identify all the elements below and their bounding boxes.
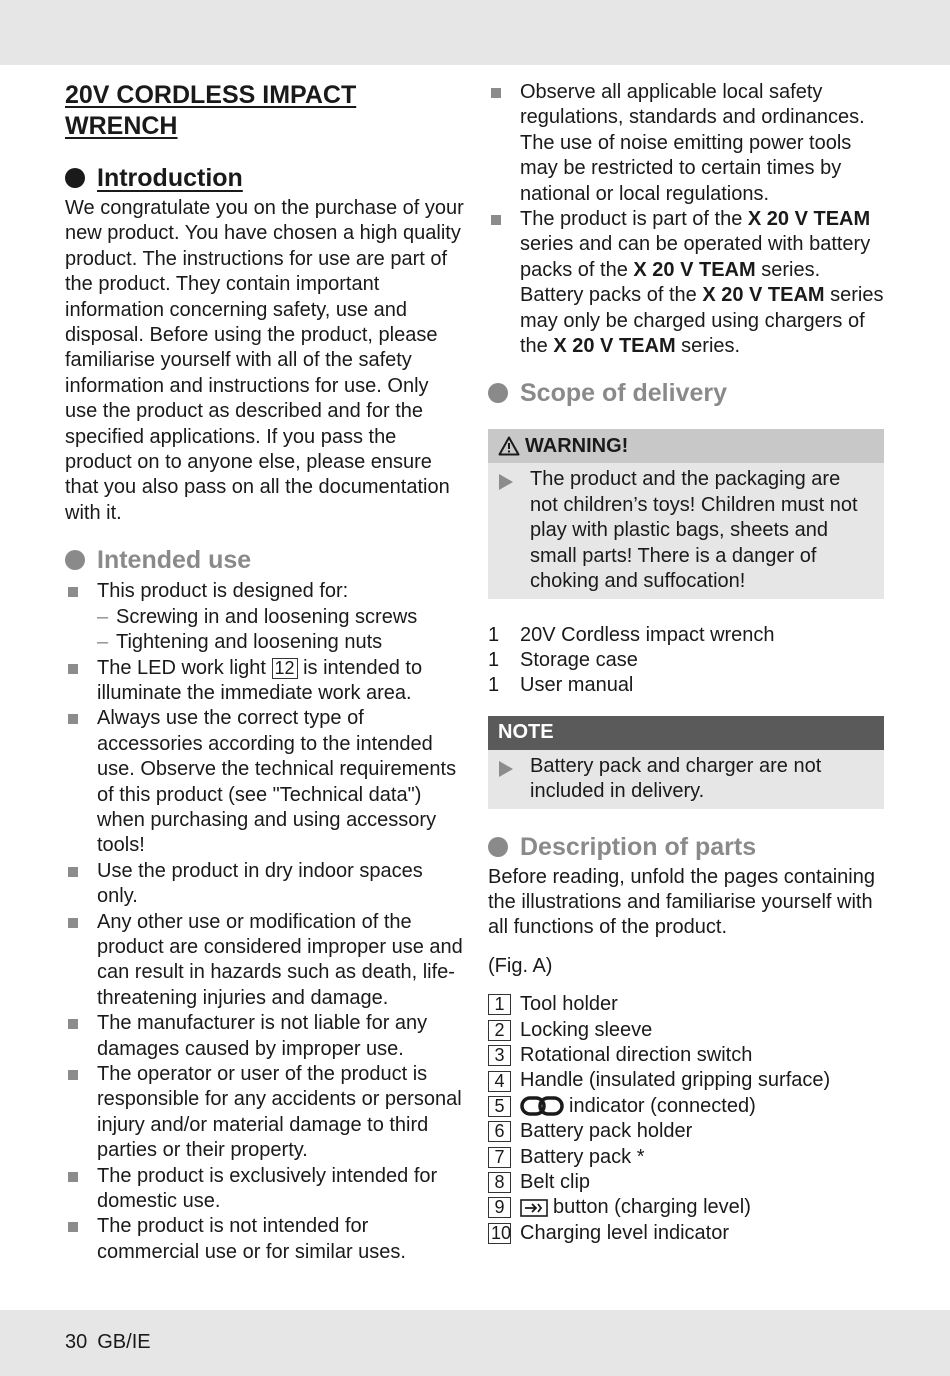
introduction-heading bbox=[65, 162, 465, 194]
note-label: NOTE bbox=[498, 721, 554, 744]
charging-button-icon bbox=[520, 1198, 548, 1218]
intended-use-heading-text: Intended use bbox=[97, 546, 252, 575]
safety-list bbox=[488, 80, 888, 359]
list-item: The product is not intended for commercial use or for similar uses. bbox=[65, 1214, 465, 1265]
page-footer bbox=[65, 1331, 161, 1354]
part-number-badge: 2 bbox=[488, 1020, 511, 1041]
list-item: 6 Battery pack holder bbox=[488, 1119, 888, 1144]
list-item-text: This product is designed for: bbox=[97, 580, 349, 603]
square-bullet-icon bbox=[491, 88, 501, 98]
region-label: GB/IE bbox=[97, 1331, 151, 1353]
right-column bbox=[488, 80, 888, 1246]
bullet-dot-icon bbox=[488, 837, 508, 857]
part-number-badge: 7 bbox=[488, 1147, 511, 1168]
square-bullet-icon bbox=[68, 1172, 78, 1182]
list-item: Any other use or modification of the product are considered improper use and can result in hazards such as death, life-threatening injuries and damage. bbox=[65, 910, 465, 1012]
bullet-dot-icon bbox=[65, 550, 85, 570]
square-bullet-icon bbox=[68, 867, 78, 877]
list-item: 4 Handle (insulated gripping surface) bbox=[488, 1068, 888, 1093]
left-column bbox=[65, 80, 465, 1265]
parts-heading-text: Description of parts bbox=[520, 832, 757, 861]
brand-name: X 20 V TEAM bbox=[702, 284, 825, 307]
square-bullet-icon bbox=[68, 1019, 78, 1029]
note-body: Battery pack and charger are not included in delivery. bbox=[488, 750, 884, 809]
square-bullet-icon bbox=[491, 215, 501, 225]
sub-list-item: – Screwing in and loosening screws bbox=[97, 605, 418, 628]
warning-box bbox=[488, 429, 884, 598]
part-number-badge: 3 bbox=[488, 1045, 511, 1066]
brand-name: X 20 V TEAM bbox=[633, 258, 756, 281]
introduction-heading-text: Introduction bbox=[97, 164, 243, 192]
parts-list bbox=[488, 992, 888, 1246]
bullet-dot-icon bbox=[65, 168, 85, 188]
figure-reference: (Fig. A) bbox=[488, 954, 553, 977]
part-number-badge: 8 bbox=[488, 1172, 511, 1193]
square-bullet-icon bbox=[68, 918, 78, 928]
list-item: 2 Locking sleeve bbox=[488, 1018, 888, 1043]
list-item: Always use the correct type of accessories according to the intended use. Observe the technical requirements of this product (see "Technical data") when purchasing and using accessory tools! bbox=[65, 706, 465, 858]
part-number-badge: 4 bbox=[488, 1071, 511, 1092]
parts-heading bbox=[488, 831, 888, 863]
part-reference-badge: 12 bbox=[272, 658, 298, 679]
connected-link-icon bbox=[520, 1095, 564, 1117]
list-item: The LED work light 12 is intended to illuminate the immediate work area. bbox=[65, 656, 465, 707]
list-item: 1 20V Cordless impact wrench bbox=[488, 623, 775, 646]
list-item: The product is part of the X 20 V TEAM series and can be operated with battery packs of the X 20 V TEAM series. Battery packs of the X 20 V TEAM series may only be charged using chargers of the X 20 V TEAM series. bbox=[488, 207, 888, 359]
part-number-badge: 6 bbox=[488, 1121, 511, 1142]
square-bullet-icon bbox=[68, 1070, 78, 1080]
page-number: 30 bbox=[65, 1331, 88, 1353]
square-bullet-icon bbox=[68, 1222, 78, 1232]
list-item: 3 Rotational direction switch bbox=[488, 1043, 888, 1068]
delivery-list bbox=[488, 623, 888, 699]
square-bullet-icon bbox=[68, 664, 78, 674]
triangle-bullet-icon bbox=[499, 474, 513, 490]
list-item: 1 Storage case bbox=[488, 648, 638, 671]
list-item: The operator or user of the product is responsible for any accidents or personal injury and/or material damage to third parties or their property. bbox=[65, 1062, 465, 1164]
list-item: 1 User manual bbox=[488, 674, 634, 697]
warning-body: The product and the packaging are not children’s toys! Children must not play with plastic bags, sheets and small parts! There is a danger of choking and suffocation! bbox=[488, 463, 884, 598]
parts-intro: Before reading, unfold the pages containing the illustrations and familiarise yourself with all functions of the product. bbox=[488, 865, 875, 939]
intended-use-list bbox=[65, 579, 465, 1265]
scope-heading-text: Scope of delivery bbox=[520, 379, 728, 408]
list-item: 10 Charging level indicator bbox=[488, 1221, 888, 1246]
list-item: 8 Belt clip bbox=[488, 1170, 888, 1195]
list-item: 9 button (charging level) bbox=[488, 1195, 888, 1220]
part-number-badge: 10 bbox=[488, 1223, 511, 1244]
brand-name: X 20 V TEAM bbox=[747, 208, 871, 231]
part-number-badge: 9 bbox=[488, 1197, 511, 1218]
list-item: The manufacturer is not liable for any damages caused by improper use. bbox=[65, 1011, 465, 1062]
brand-name: X 20 V TEAM bbox=[553, 335, 676, 358]
warning-header bbox=[488, 429, 884, 463]
introduction-paragraph: We congratulate you on the purchase of your new product. You have chosen a high quality product. The instructions for use are part of the product. They contain important information concerning safety, use and disposal. Before using the product, please familiarise yourself with all of the safety information and instructions for use. Only use the product as described and for the specified applications. If you pass the product on to anyone else, please ensure that you also pass on all the documentation with it. bbox=[65, 197, 464, 524]
list-item: 1 Tool holder bbox=[488, 992, 888, 1017]
list-item: The product is exclusively intended for domestic use. bbox=[65, 1164, 465, 1215]
list-item: 7 Battery pack * bbox=[488, 1145, 888, 1170]
list-item bbox=[65, 579, 465, 655]
sub-list-item: – Tightening and loosening nuts bbox=[97, 631, 383, 654]
warning-triangle-icon bbox=[498, 436, 520, 456]
header-band bbox=[0, 0, 950, 65]
list-item: Use the product in dry indoor spaces only. bbox=[65, 859, 465, 910]
scope-heading bbox=[488, 377, 888, 409]
bullet-dot-icon bbox=[488, 383, 508, 403]
note-box bbox=[488, 716, 884, 809]
part-number-badge: 1 bbox=[488, 994, 511, 1015]
note-header bbox=[488, 716, 884, 750]
intended-use-heading bbox=[65, 544, 465, 576]
part-number-badge: 5 bbox=[488, 1096, 511, 1117]
list-item: Observe all applicable local safety regulations, standards and ordinances. The use of noise emitting power tools may be restricted to certain times by national or local regulations. bbox=[488, 80, 888, 207]
list-item: 5 indicator (connected) bbox=[488, 1094, 888, 1119]
document-title: 20V CORDLESS IMPACT WRENCH bbox=[65, 81, 357, 140]
square-bullet-icon bbox=[68, 714, 78, 724]
square-bullet-icon bbox=[68, 587, 78, 597]
triangle-bullet-icon bbox=[499, 761, 513, 777]
warning-label: WARNING! bbox=[525, 434, 629, 457]
